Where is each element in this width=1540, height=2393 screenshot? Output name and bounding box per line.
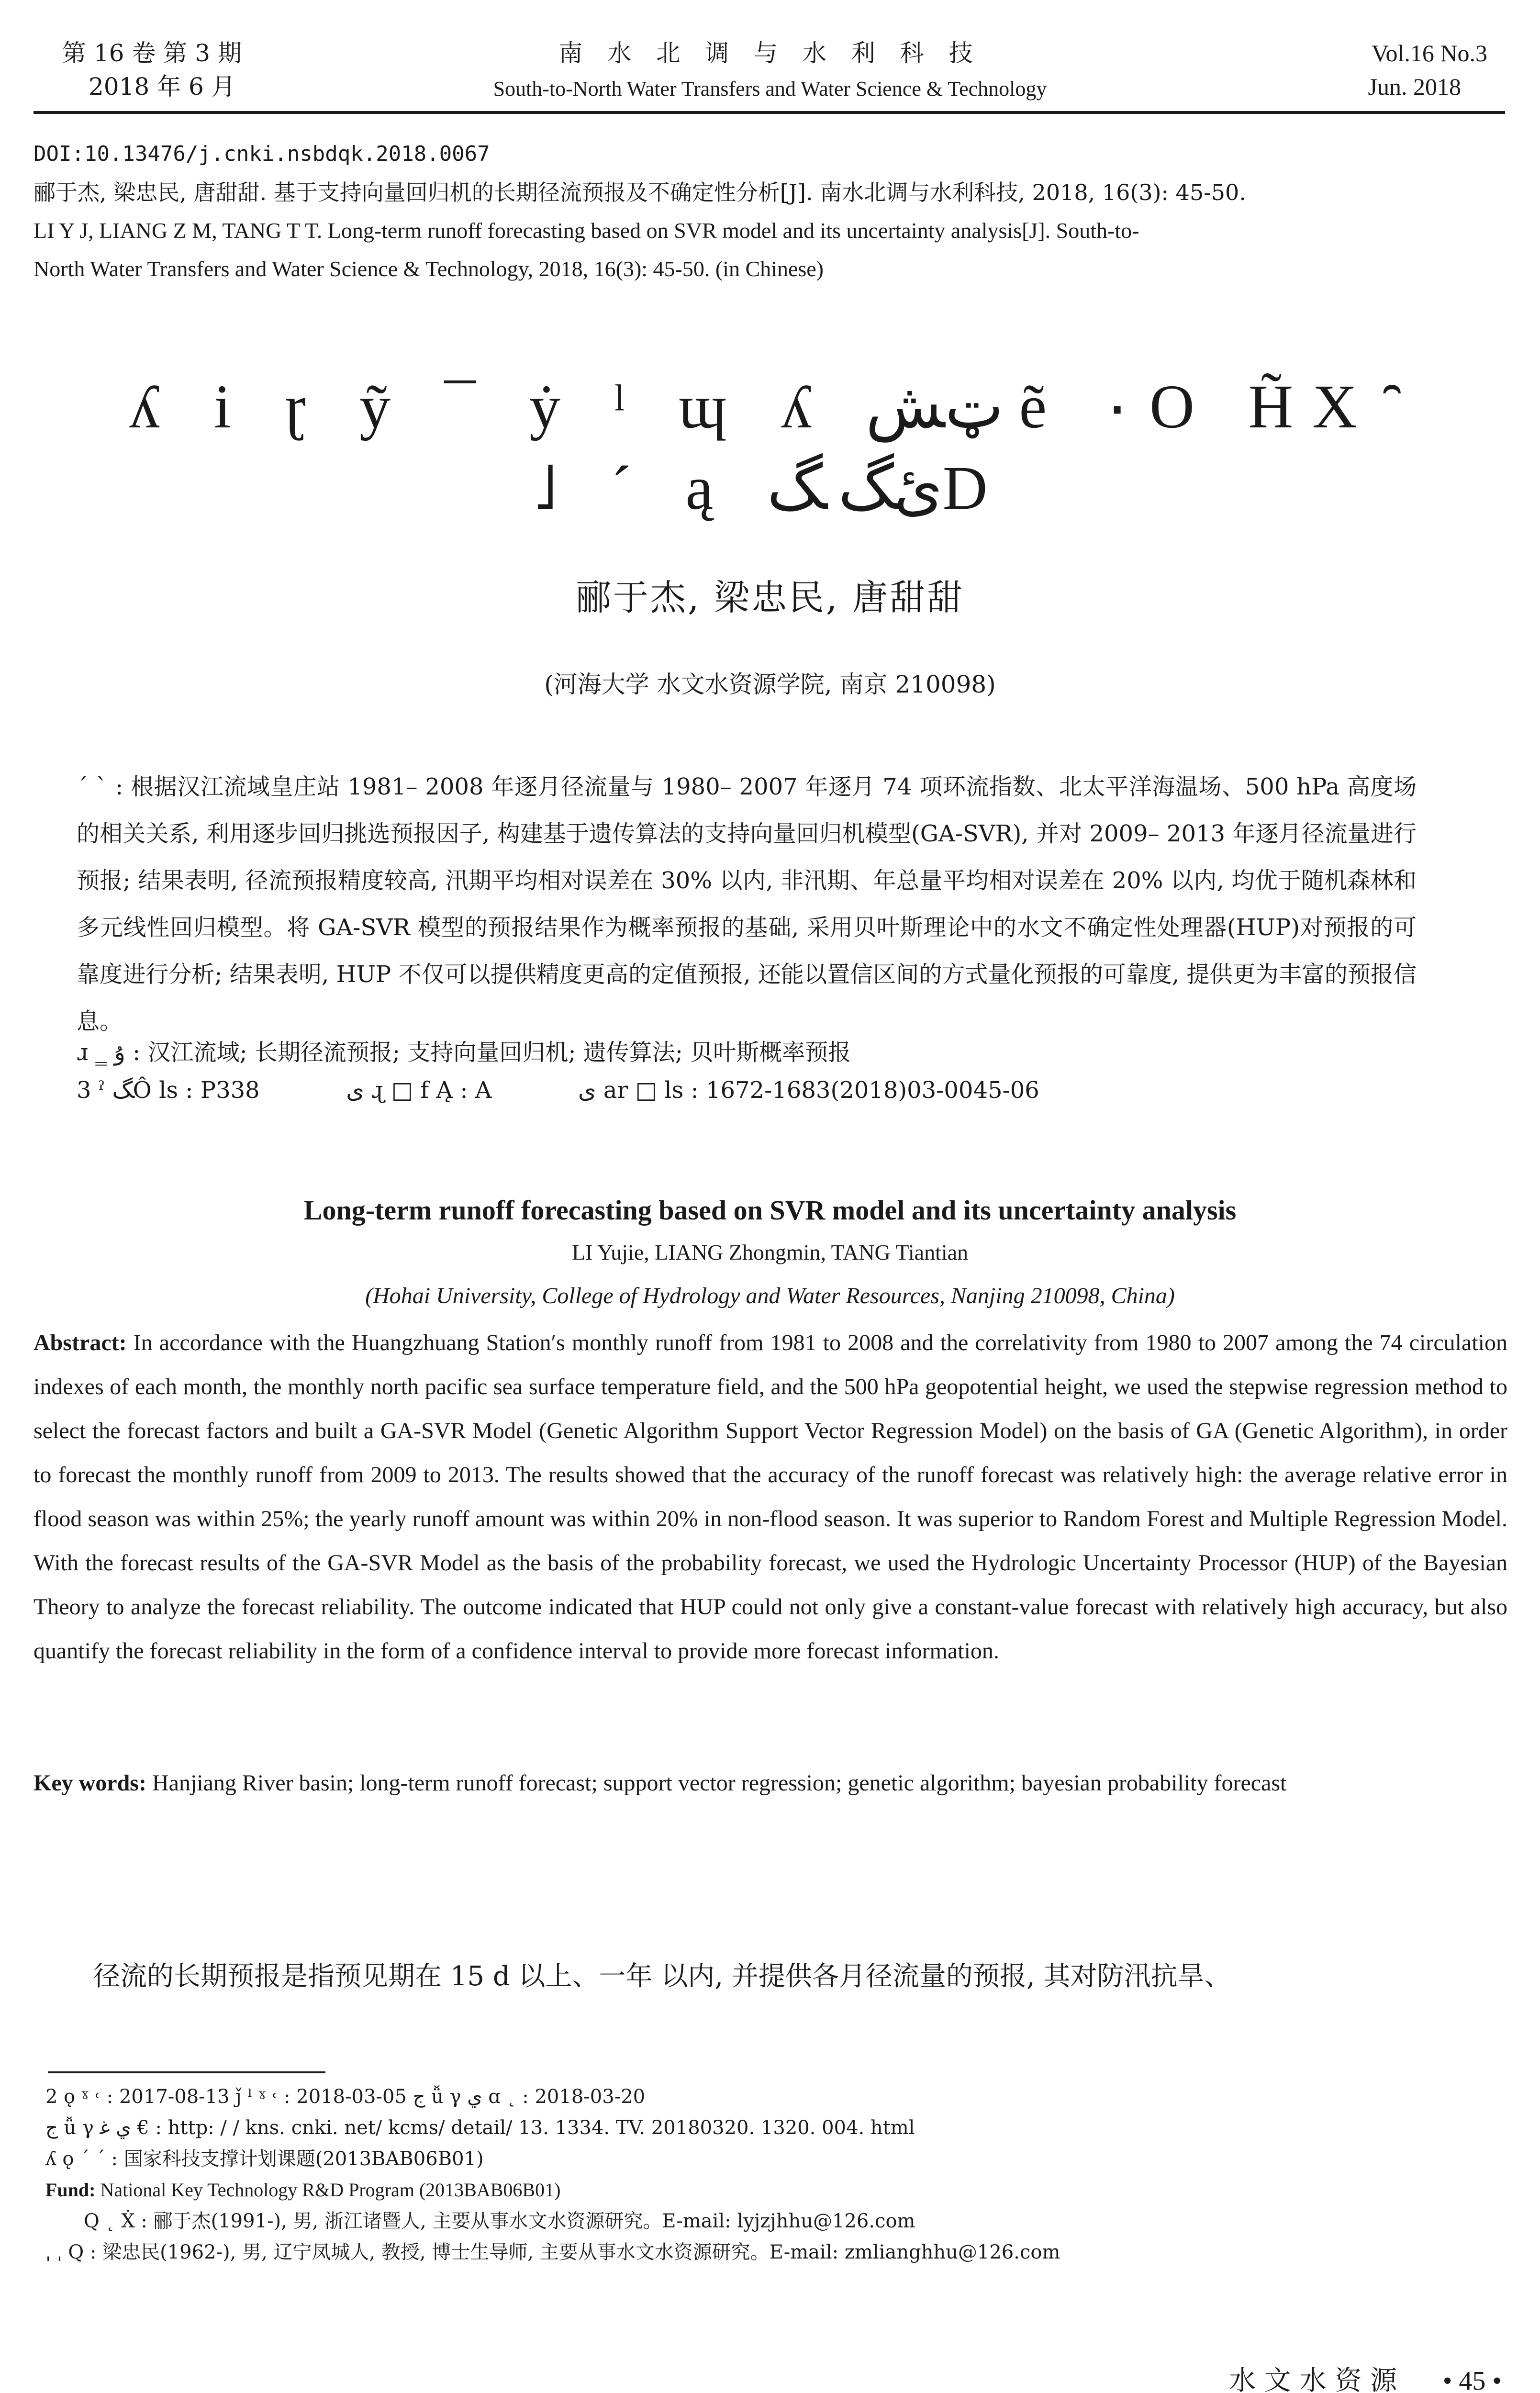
authors-en: LI Yujie, LIANG Zhongmin, TANG Tiantian <box>571 1240 969 1264</box>
footnote-fund-cn: ʎ ǫ ˊ ˊ : 国家科技支撑计划课题(2013BAB06B01) <box>45 2148 484 2170</box>
page-number: • 45 • <box>1442 2366 1502 2393</box>
citation-en-line2: North Water Transfers and Water Science & Technology, 2018, 16(3): 45-50. (in Chinese) <box>33 257 824 281</box>
abstract-en-text: In accordance with the Huangzhuang Station′s monthly runoff from 1981 to 2008 and the correlativity from 1980 to 2007 among the 74 circulation indexes of each month, the monthly north pacific sea surface temperature field, and the 500 hPa geopotential height, we used the stepwise regression method to select the forecast factors and built a GA-SVR Model (Genetic Algorithm Support Vector Regression Model) on the basis of GA (Genetic Algorithm), in order to forecast the monthly runoff from 2009 to 2013. The results showed that the accuracy of the runoff forecast was relatively high: the average relative error in flood season was within 25%; the yearly runoff amount was within 20% in non-flood season. It was superior to Random Forest and Multiple Regression Model. With the forecast results of the GA-SVR Model as the basis of the probability forecast, we used the Hydrologic Uncertainty Processor (HUP) of the Bayesian Theory to analyze the forecast reliability. The outcome indicated that HUP could not only give a constant-value forecast with relatively high accuracy, but also quantify the forecast reliability in the form of a confidence interval to provide more forecast information. <box>33 1330 1507 1664</box>
clc-label: 3 ˀ ﮓÔ ls : <box>77 1077 193 1104</box>
header-journal-cn: 南 水 北 调 与 水 利 科 技 <box>558 39 982 67</box>
footnote-author1: Q ˛ Ẋ : 郦于杰(1991-), 男, 浙江诸暨人, 主要从事水文水资源研究。E-mail: lyjzjhhu@126.com <box>84 2210 915 2232</box>
doi: DOI:10.13476/j.cnki.nsbdqk.2018.0067 <box>33 142 490 166</box>
abstract-en <box>33 1321 1507 1673</box>
title-cn-line1: ʎ i ɽ ỹ ¯ ẏ ˡ ɰ ʎ ټﺶ ẽ ٠ O H̃X ̑ <box>129 372 1411 441</box>
footnote-rule <box>48 2071 325 2073</box>
abstract-en-label: Abstract: <box>33 1330 127 1355</box>
keywords-en-label: Key words: <box>33 1770 146 1796</box>
header-volume-cn: 第 16 卷 第 3 期 <box>62 39 242 67</box>
keywords-en <box>33 1761 1507 1805</box>
footnote-url: ج ǚ γ ي ﻏ € : http: / / kns. cnki. net/ kcms/ detail/ 13. 1334. TV. 20180320. 1320. 004. html <box>45 2117 915 2139</box>
affiliation-cn: (河海大学 水文水资源学院, 南京 210098) <box>544 671 996 698</box>
doc-code: A <box>475 1077 492 1104</box>
footnote-author2: ˌ ˌ Q : 梁忠民(1962-), 男, 辽宁凤城人, 教授, 博士生导师, 主要从事水文水资源研究。E-mail: zmlianghhu@126.com <box>45 2241 1060 2263</box>
body-intro-line: 径流的长期预报是指预见期在 15 d 以上、一年 以内, 并提供各月径流量的预报, 其对防汛抗旱、 <box>93 1961 1231 1992</box>
keywords-cn <box>77 1034 851 1067</box>
abstract-cn-label: ˊ ˋ : <box>77 773 123 800</box>
authors-cn: 郦于杰, 梁忠民, 唐甜甜 <box>575 577 965 618</box>
abstract-cn <box>77 763 1417 1045</box>
title-en: Long-term runoff forecasting based on SVR model and its uncertainty analysis <box>303 1195 1237 1226</box>
header-rule <box>33 111 1505 114</box>
footer-section: 水 文 水 资 源 <box>1228 2365 1397 2393</box>
doc-code-label: ی ɻ □ f Ą : <box>346 1077 468 1104</box>
header-journal-en: South-to-North Water Transfers and Water Science & Technology <box>493 77 1047 101</box>
abstract-cn-text: 根据汉江流域皇庄站 1981– 2008 年逐月径流量与 1980– 2007 年逐月 74 项环流指数、北太平洋海温场、500 hPa 高度场的相关关系, 利用逐步回归挑选预报因子, 构建基于遗传算法的支持向量回归机模型(GA-SVR), 并对 2009– 2013 年逐月径流量进行预报; 结果表明, 径流预报精度较高, 汛期平均相对误差在 30% 以内, 非汛期、年总量平均相对误差在 20% 以内, 均优于随机森林和多元线性回归模型。将 GA-SVR 模型的预报结果作为概率预报的基础, 采用贝叶斯理论中的水文不确定性处理器(HUP)对预报的可靠度进行分析; 结果表明, HUP 不仅可以提供精度更高的定值预报, 还能以置信区间的方式量化预报的可靠度, 提供更为丰富的预报信息。 <box>77 773 1417 1035</box>
footnote-dates: 2 ǫ ˠ ˓ : 2017-08-13 ǰ ˡ ˠ ˓ : 2018-03-05 ج ǚ γ ي ɑ ˛ : 2018-03-20 <box>45 2086 646 2108</box>
citation-en-line1: LI Y J, LIANG Z M, TANG T T. Long-term runoff forecasting based on SVR model and its uncertainty analysis[J]. South-to- <box>33 218 1139 243</box>
affiliation-en: (Hohai University, College of Hydrology and Water Resources, Nanjing 210098, China) <box>365 1283 1175 1308</box>
citation-cn: 郦于杰, 梁忠民, 唐甜甜. 基于支持向量回归机的长期径流预报及不确定性分析[J]. 南水北调与水利科技, 2018, 16(3): 45-50. <box>33 179 1246 205</box>
header-date-en: Jun. 2018 <box>1368 73 1461 100</box>
page-footer <box>1229 2359 1502 2393</box>
keywords-cn-label: ɹ ‗ ﯗ : <box>77 1039 141 1066</box>
clc-number: P338 <box>200 1077 260 1104</box>
footnote-fund-en-text: National Key Technology R&D Program (2013BAB06B01) <box>100 2179 561 2201</box>
article-id: 1672-1683(2018)03-0045-06 <box>705 1077 1039 1104</box>
keywords-en-text: Hanjiang River basin; long-term runoff forecast; support vector regression; genetic algorithm; bayesian probability forecast <box>152 1770 1287 1796</box>
keywords-cn-text: 汉江流域; 长期径流预报; 支持向量回归机; 遗传算法; 贝叶斯概率预报 <box>147 1039 851 1066</box>
article-id-label: ی ar □ ls : <box>578 1077 699 1104</box>
classification-cn <box>77 1077 1039 1104</box>
header-volume-en: Vol.16 No.3 <box>1371 40 1487 67</box>
footnote-fund-en-label: Fund: <box>45 2179 96 2201</box>
title-cn-line2: ˩ ´ ą ئﮓ ﮓD <box>533 454 1007 523</box>
footnote-fund-en <box>45 2178 560 2203</box>
header-date-cn: 2018 年 6 月 <box>89 73 235 101</box>
